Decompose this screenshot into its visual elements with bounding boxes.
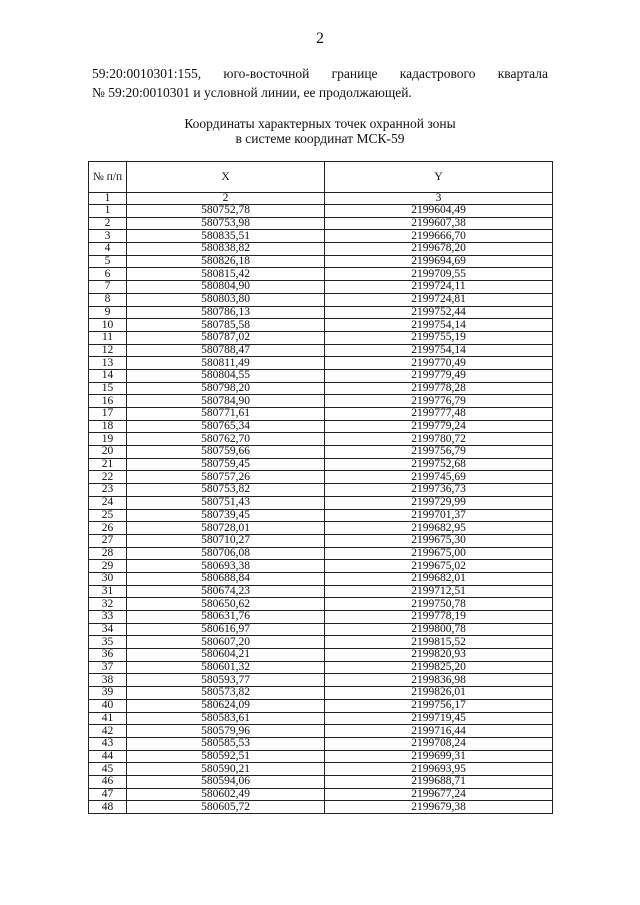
y-coordinate-cell: 2199712,51 <box>325 585 553 598</box>
table-body <box>89 205 553 814</box>
y-coordinate-cell: 2199708,24 <box>325 737 553 750</box>
table-title <box>0 116 640 146</box>
table-row <box>89 750 553 763</box>
intro-line-1 <box>92 64 548 83</box>
x-coordinate-cell: 580579,96 <box>127 725 325 738</box>
y-coordinate-cell: 2199604,49 <box>325 205 553 218</box>
x-coordinate-cell: 580753,82 <box>127 484 325 497</box>
table-row <box>89 788 553 801</box>
intro-paragraph <box>92 64 548 102</box>
y-coordinate-cell: 2199755,19 <box>325 331 553 344</box>
table-row <box>89 775 553 788</box>
intro-line-2: № 59:20:0010301 и условной линии, ее продолжающей. <box>92 85 412 100</box>
table-row <box>89 763 553 776</box>
y-coordinate-cell: 2199825,20 <box>325 661 553 674</box>
y-coordinate-cell: 2199778,28 <box>325 382 553 395</box>
point-number-cell: 29 <box>89 560 127 573</box>
table-row <box>89 636 553 649</box>
point-number-cell: 32 <box>89 598 127 611</box>
point-number-cell: 8 <box>89 293 127 306</box>
table-row <box>89 522 553 535</box>
table-row <box>89 357 553 370</box>
table-row <box>89 598 553 611</box>
y-coordinate-cell: 2199677,24 <box>325 788 553 801</box>
intro-word: юго-восточной <box>223 66 310 81</box>
table-row <box>89 433 553 446</box>
title-line-2: в системе координат МСК-59 <box>235 131 405 146</box>
table-row <box>89 205 553 218</box>
y-coordinate-cell: 2199752,44 <box>325 306 553 319</box>
table-row <box>89 801 553 814</box>
point-number-cell: 4 <box>89 243 127 256</box>
point-number-cell: 35 <box>89 636 127 649</box>
x-coordinate-cell: 580765,34 <box>127 420 325 433</box>
title-line-1: Координаты характерных точек охранной зоны <box>184 116 456 131</box>
point-number-cell: 19 <box>89 433 127 446</box>
table-row <box>89 230 553 243</box>
header-number: № п/п <box>89 162 127 193</box>
point-number-cell: 39 <box>89 687 127 700</box>
table-row <box>89 268 553 281</box>
table-row <box>89 712 553 725</box>
table-row <box>89 306 553 319</box>
x-coordinate-cell: 580605,72 <box>127 801 325 814</box>
x-coordinate-cell: 580771,61 <box>127 408 325 421</box>
coordinates-table <box>88 161 553 814</box>
table-row <box>89 585 553 598</box>
x-coordinate-cell: 580616,97 <box>127 623 325 636</box>
table-row <box>89 687 553 700</box>
x-coordinate-cell: 580785,58 <box>127 319 325 332</box>
x-coordinate-cell: 580762,70 <box>127 433 325 446</box>
x-coordinate-cell: 580607,20 <box>127 636 325 649</box>
header-y: Y <box>325 162 553 193</box>
point-number-cell: 28 <box>89 547 127 560</box>
x-coordinate-cell: 580688,84 <box>127 572 325 585</box>
point-number-cell: 34 <box>89 623 127 636</box>
point-number-cell: 43 <box>89 737 127 750</box>
point-number-cell: 42 <box>89 725 127 738</box>
point-number-cell: 41 <box>89 712 127 725</box>
x-coordinate-cell: 580751,43 <box>127 496 325 509</box>
table-row <box>89 344 553 357</box>
header-row <box>89 162 553 193</box>
y-coordinate-cell: 2199756,17 <box>325 699 553 712</box>
y-coordinate-cell: 2199724,81 <box>325 293 553 306</box>
y-coordinate-cell: 2199675,30 <box>325 534 553 547</box>
point-number-cell: 48 <box>89 801 127 814</box>
table-row <box>89 661 553 674</box>
y-coordinate-cell: 2199716,44 <box>325 725 553 738</box>
point-number-cell: 21 <box>89 458 127 471</box>
x-coordinate-cell: 580826,18 <box>127 255 325 268</box>
point-number-cell: 24 <box>89 496 127 509</box>
point-number-cell: 7 <box>89 281 127 294</box>
y-coordinate-cell: 2199724,11 <box>325 281 553 294</box>
table-row <box>89 395 553 408</box>
table-row <box>89 471 553 484</box>
y-coordinate-cell: 2199678,20 <box>325 243 553 256</box>
x-coordinate-cell: 580838,82 <box>127 243 325 256</box>
x-coordinate-cell: 580624,09 <box>127 699 325 712</box>
y-coordinate-cell: 2199719,45 <box>325 712 553 725</box>
y-coordinate-cell: 2199736,73 <box>325 484 553 497</box>
point-number-cell: 23 <box>89 484 127 497</box>
x-coordinate-cell: 580804,55 <box>127 369 325 382</box>
y-coordinate-cell: 2199779,49 <box>325 369 553 382</box>
y-coordinate-cell: 2199826,01 <box>325 687 553 700</box>
point-number-cell: 6 <box>89 268 127 281</box>
point-number-cell: 45 <box>89 763 127 776</box>
x-coordinate-cell: 580753,98 <box>127 217 325 230</box>
y-coordinate-cell: 2199779,24 <box>325 420 553 433</box>
x-coordinate-cell: 580585,53 <box>127 737 325 750</box>
x-coordinate-cell: 580811,49 <box>127 357 325 370</box>
point-number-cell: 9 <box>89 306 127 319</box>
point-number-cell: 38 <box>89 674 127 687</box>
y-coordinate-cell: 2199778,19 <box>325 611 553 624</box>
x-coordinate-cell: 580788,47 <box>127 344 325 357</box>
table-row <box>89 293 553 306</box>
point-number-cell: 30 <box>89 572 127 585</box>
y-coordinate-cell: 2199701,37 <box>325 509 553 522</box>
point-number-cell: 46 <box>89 775 127 788</box>
y-coordinate-cell: 2199770,49 <box>325 357 553 370</box>
table-row <box>89 509 553 522</box>
x-coordinate-cell: 580693,38 <box>127 560 325 573</box>
table-row <box>89 737 553 750</box>
point-number-cell: 3 <box>89 230 127 243</box>
point-number-cell: 15 <box>89 382 127 395</box>
point-number-cell: 10 <box>89 319 127 332</box>
table-row <box>89 674 553 687</box>
y-coordinate-cell: 2199754,14 <box>325 319 553 332</box>
column-index: 2 <box>127 193 325 205</box>
point-number-cell: 20 <box>89 446 127 459</box>
x-coordinate-cell: 580594,06 <box>127 775 325 788</box>
point-number-cell: 18 <box>89 420 127 433</box>
point-number-cell: 44 <box>89 750 127 763</box>
x-coordinate-cell: 580631,76 <box>127 611 325 624</box>
table-row <box>89 484 553 497</box>
point-number-cell: 2 <box>89 217 127 230</box>
table-row <box>89 699 553 712</box>
y-coordinate-cell: 2199666,70 <box>325 230 553 243</box>
y-coordinate-cell: 2199752,68 <box>325 458 553 471</box>
point-number-cell: 14 <box>89 369 127 382</box>
point-number-cell: 26 <box>89 522 127 535</box>
y-coordinate-cell: 2199699,31 <box>325 750 553 763</box>
y-coordinate-cell: 2199776,79 <box>325 395 553 408</box>
table-row <box>89 331 553 344</box>
table-row <box>89 649 553 662</box>
point-number-cell: 40 <box>89 699 127 712</box>
y-coordinate-cell: 2199836,98 <box>325 674 553 687</box>
column-index-row <box>89 193 553 205</box>
table-row <box>89 458 553 471</box>
point-number-cell: 1 <box>89 205 127 218</box>
point-number-cell: 11 <box>89 331 127 344</box>
x-coordinate-cell: 580728,01 <box>127 522 325 535</box>
x-coordinate-cell: 580706,08 <box>127 547 325 560</box>
point-number-cell: 31 <box>89 585 127 598</box>
x-coordinate-cell: 580798,20 <box>127 382 325 395</box>
x-coordinate-cell: 580593,77 <box>127 674 325 687</box>
y-coordinate-cell: 2199682,95 <box>325 522 553 535</box>
x-coordinate-cell: 580787,02 <box>127 331 325 344</box>
table-row <box>89 369 553 382</box>
point-number-cell: 36 <box>89 649 127 662</box>
point-number-cell: 25 <box>89 509 127 522</box>
y-coordinate-cell: 2199675,00 <box>325 547 553 560</box>
y-coordinate-cell: 2199694,69 <box>325 255 553 268</box>
y-coordinate-cell: 2199745,69 <box>325 471 553 484</box>
x-coordinate-cell: 580804,90 <box>127 281 325 294</box>
x-coordinate-cell: 580759,45 <box>127 458 325 471</box>
table-row <box>89 408 553 421</box>
x-coordinate-cell: 580592,51 <box>127 750 325 763</box>
x-coordinate-cell: 580674,23 <box>127 585 325 598</box>
page-number: 2 <box>316 30 324 47</box>
table-row <box>89 446 553 459</box>
x-coordinate-cell: 580815,42 <box>127 268 325 281</box>
x-coordinate-cell: 580604,21 <box>127 649 325 662</box>
table-row <box>89 560 553 573</box>
table-row <box>89 623 553 636</box>
table-row <box>89 572 553 585</box>
x-coordinate-cell: 580650,62 <box>127 598 325 611</box>
y-coordinate-cell: 2199820,93 <box>325 649 553 662</box>
y-coordinate-cell: 2199754,14 <box>325 344 553 357</box>
y-coordinate-cell: 2199679,38 <box>325 801 553 814</box>
table-row <box>89 255 553 268</box>
header-x: X <box>127 162 325 193</box>
table-row <box>89 243 553 256</box>
point-number-cell: 17 <box>89 408 127 421</box>
y-coordinate-cell: 2199688,71 <box>325 775 553 788</box>
point-number-cell: 12 <box>89 344 127 357</box>
x-coordinate-cell: 580752,78 <box>127 205 325 218</box>
x-coordinate-cell: 580835,51 <box>127 230 325 243</box>
point-number-cell: 16 <box>89 395 127 408</box>
x-coordinate-cell: 580784,90 <box>127 395 325 408</box>
y-coordinate-cell: 2199675,02 <box>325 560 553 573</box>
x-coordinate-cell: 580786,13 <box>127 306 325 319</box>
x-coordinate-cell: 580759,66 <box>127 446 325 459</box>
y-coordinate-cell: 2199815,52 <box>325 636 553 649</box>
y-coordinate-cell: 2199607,38 <box>325 217 553 230</box>
x-coordinate-cell: 580601,32 <box>127 661 325 674</box>
table-row <box>89 534 553 547</box>
table-row <box>89 420 553 433</box>
y-coordinate-cell: 2199729,99 <box>325 496 553 509</box>
x-coordinate-cell: 580602,49 <box>127 788 325 801</box>
table-row <box>89 547 553 560</box>
y-coordinate-cell: 2199780,72 <box>325 433 553 446</box>
point-number-cell: 13 <box>89 357 127 370</box>
y-coordinate-cell: 2199777,48 <box>325 408 553 421</box>
point-number-cell: 27 <box>89 534 127 547</box>
x-coordinate-cell: 580710,27 <box>127 534 325 547</box>
y-coordinate-cell: 2199709,55 <box>325 268 553 281</box>
point-number-cell: 33 <box>89 611 127 624</box>
point-number-cell: 47 <box>89 788 127 801</box>
column-index: 3 <box>325 193 553 205</box>
table-row <box>89 725 553 738</box>
point-number-cell: 5 <box>89 255 127 268</box>
y-coordinate-cell: 2199693,95 <box>325 763 553 776</box>
x-coordinate-cell: 580573,82 <box>127 687 325 700</box>
y-coordinate-cell: 2199682,01 <box>325 572 553 585</box>
y-coordinate-cell: 2199800,78 <box>325 623 553 636</box>
intro-word: квартала <box>497 66 548 81</box>
column-index: 1 <box>89 193 127 205</box>
table-row <box>89 382 553 395</box>
x-coordinate-cell: 580757,26 <box>127 471 325 484</box>
table-row <box>89 319 553 332</box>
intro-word: границе <box>331 66 378 81</box>
x-coordinate-cell: 580590,21 <box>127 763 325 776</box>
y-coordinate-cell: 2199756,79 <box>325 446 553 459</box>
point-number-cell: 37 <box>89 661 127 674</box>
intro-word: кадастрового <box>399 66 476 81</box>
x-coordinate-cell: 580803,80 <box>127 293 325 306</box>
intro-word: 59:20:0010301:155, <box>92 66 202 81</box>
table-row <box>89 611 553 624</box>
x-coordinate-cell: 580739,45 <box>127 509 325 522</box>
point-number-cell: 22 <box>89 471 127 484</box>
x-coordinate-cell: 580583,61 <box>127 712 325 725</box>
table-row <box>89 281 553 294</box>
table-row <box>89 496 553 509</box>
y-coordinate-cell: 2199750,78 <box>325 598 553 611</box>
table-row <box>89 217 553 230</box>
